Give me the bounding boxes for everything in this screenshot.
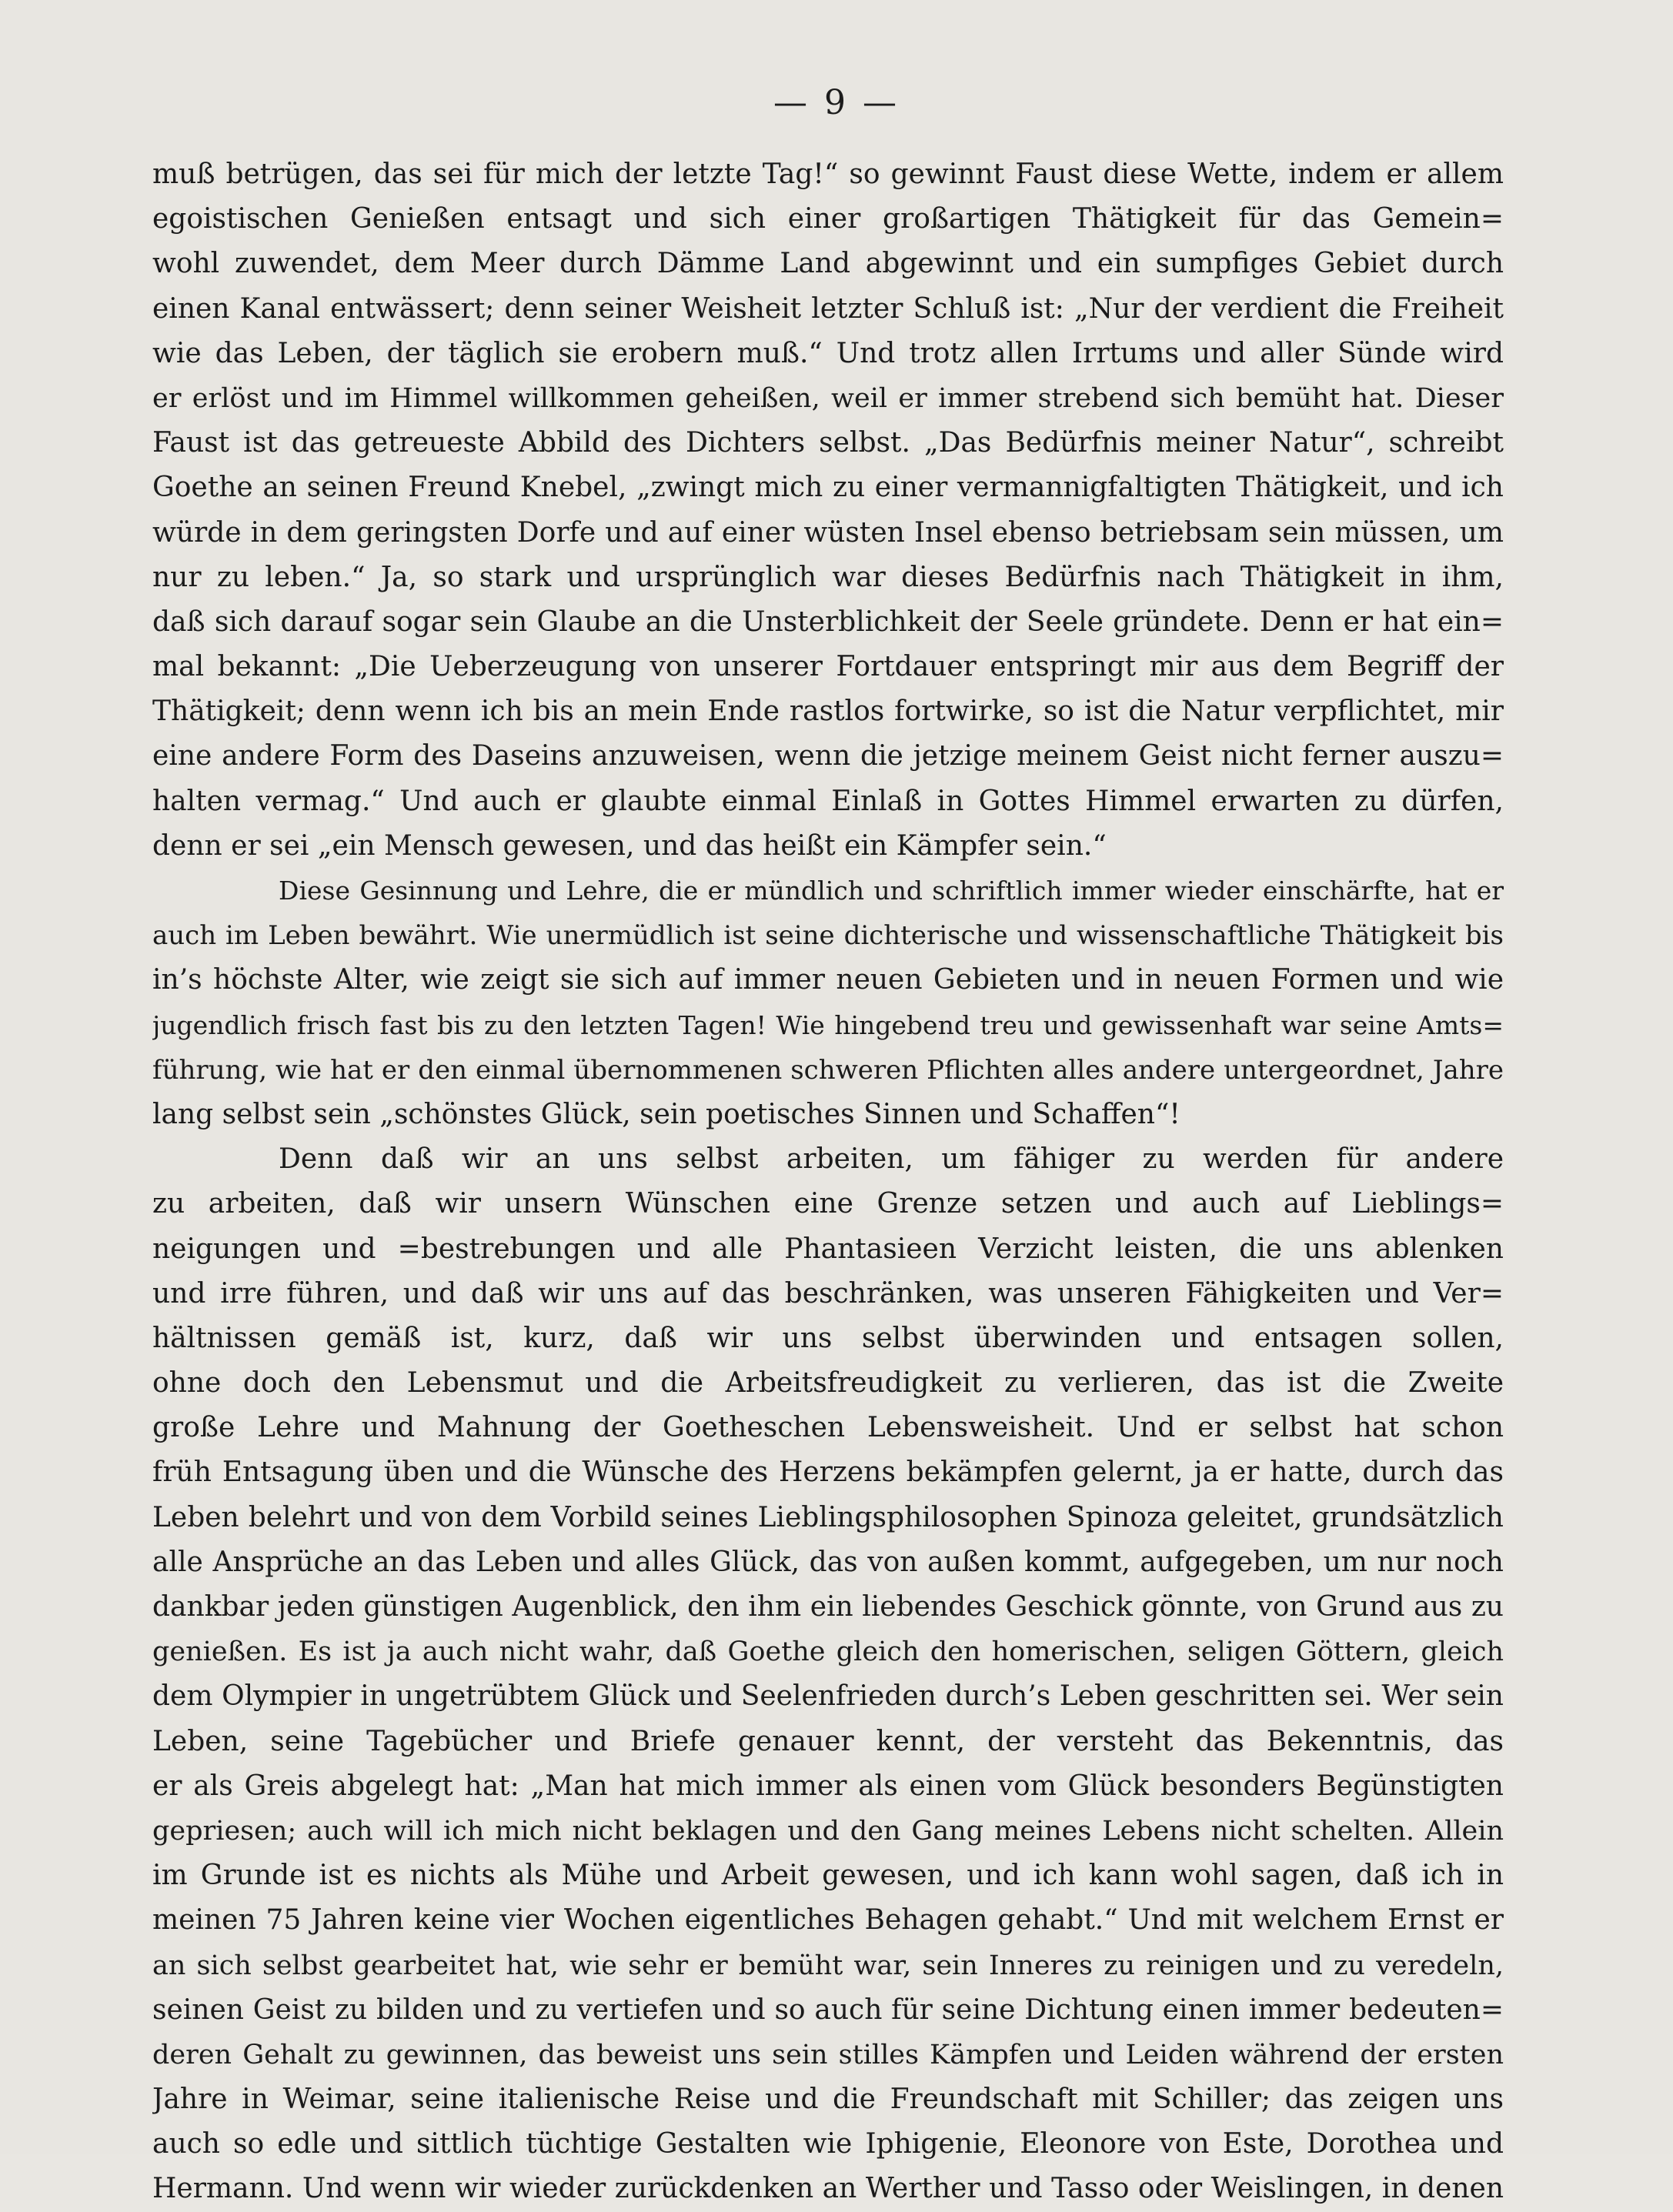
- text-line: einen Kanal entwässert; denn seiner Weisheit letzter Schluß ist: „Nur der verdient die Freiheit: [152, 292, 1504, 325]
- text-line: egoistischen Genießen entsagt und sich einer großartigen Thätigkeit für das Gemein=: [152, 203, 1504, 235]
- text-line: früh Entsagung üben und die Wünsche des Herzens bekämpfen gelernt, ja er hatte, durch das: [152, 1456, 1504, 1489]
- text-line: genießen. Es ist ja auch nicht wahr, daß Goethe gleich den homerischen, seligen Göttern, gleich: [152, 1636, 1504, 1668]
- text-line: im Grunde ist es nichts als Mühe und Arbeit gewesen, und ich kann wohl sagen, daß ich in: [152, 1860, 1504, 1892]
- text-line: muß betrügen, das sei für mich der letzte Tag!“ so gewinnt Faust diese Wette, indem er allem: [152, 158, 1504, 190]
- text-line: lang selbst sein „schönstes Glück, sein poetisches Sinnen und Schaffen“!: [152, 1098, 1180, 1130]
- text-line: daß sich darauf sogar sein Glaube an die Unsterblichkeit der Seele gründete. Denn er hat ein=: [152, 606, 1504, 638]
- text-line: Thätigkeit; denn wenn ich bis an mein Ende rastlos fortwirke, so ist die Natur verpflichtet, mir: [152, 696, 1504, 728]
- text-line: auch so edle und sittlich tüchtige Gestalten wie Iphigenie, Eleonore von Este, Dorothea und: [152, 2128, 1504, 2160]
- text-line: wohl zuwendet, dem Meer durch Dämme Land abgewinnt und ein sumpfiges Gebiet durch: [152, 248, 1504, 280]
- text-line: ohne doch den Lebensmut und die Arbeitsfreudigkeit zu verlieren, das ist die Zweite: [152, 1367, 1504, 1400]
- text-line: in’s höchste Alter, wie zeigt sie sich auf immer neuen Gebieten und in neuen Formen und wie: [152, 964, 1504, 996]
- text-line: Leben, seine Tagebücher und Briefe genauer kennt, der versteht das Bekenntnis, das: [152, 1725, 1504, 1757]
- text-line: er erlöst und im Himmel willkommen geheißen, weil er immer strebend sich bemüht hat. Dieser: [152, 382, 1504, 414]
- text-line: Jahre in Weimar, seine italienische Reise und die Freundschaft mit Schiller; das zeigen uns: [152, 2084, 1504, 2116]
- text-line: wie das Leben, der täglich sie erobern muß.“ Und trotz allen Irrtums und aller Sünde wird: [152, 337, 1504, 369]
- text-line: würde in dem geringsten Dorfe und auf einer wüsten Insel ebenso betriebsam sein müssen, um: [152, 516, 1504, 549]
- text-line: Faust ist das getreueste Abbild des Dichters selbst. „Das Bedürfnis meiner Natur“, schreibt: [152, 427, 1504, 459]
- text-line: denn er sei „ein Mensch gewesen, und das heißt ein Kämpfer sein.“: [152, 829, 1107, 862]
- text-line: hältnissen gemäß ist, kurz, daß wir uns selbst überwinden und entsagen sollen,: [152, 1322, 1504, 1354]
- text-line: Hermann. Und wenn wir wieder zurückdenken an Werther und Tasso oder Weislingen, in denen: [152, 2173, 1504, 2205]
- text-line: deren Gehalt zu gewinnen, das beweist uns sein stilles Kämpfen und Leiden während der ersten: [152, 2039, 1504, 2070]
- text-line: Leben belehrt und von dem Vorbild seines Lieblingsphilosophen Spinoza geleitet, grundsätzlich: [152, 1501, 1504, 1533]
- text-line: er als Greis abgelegt hat: „Man hat mich immer als einen vom Glück besonders Begünstigten: [152, 1770, 1504, 1802]
- body-text: [152, 152, 1504, 2212]
- text-line: und irre führen, und daß wir uns auf das beschränken, was unseren Fähigkeiten und Ver=: [152, 1277, 1504, 1310]
- text-line: zu arbeiten, daß wir unsern Wünschen eine Grenze setzen und auch auf Lieblings=: [152, 1188, 1504, 1220]
- text-line: dankbar jeden günstigen Augenblick, den ihm ein liebendes Geschick gönnte, von Grund aus zu: [152, 1591, 1504, 1623]
- text-line: dem Olympier in ungetrübtem Glück und Seelenfrieden durch’s Leben geschritten sei. Wer sein: [152, 1680, 1504, 1713]
- text-line: alle Ansprüche an das Leben und alles Glück, das von außen kommt, aufgegeben, um nur noch: [152, 1546, 1504, 1578]
- text-line: Denn daß wir an uns selbst arbeiten, um fähiger zu werden für andere: [279, 1143, 1504, 1176]
- text-line: seinen Geist zu bilden und zu vertiefen und so auch für seine Dichtung einen immer bedeuten=: [152, 1993, 1504, 2026]
- text-line: auch im Leben bewährt. Wie unermüdlich ist seine dichterische und wissenschaftliche Thätigkeit bis: [152, 920, 1504, 952]
- text-line: jugendlich frisch fast bis zu den letzten Tagen! Wie hingebend treu und gewissenhaft war seine Amts=: [152, 1009, 1504, 1040]
- text-line: meinen 75 Jahren keine vier Wochen eigentliches Behagen gehabt.“ Und mit welchem Ernst er: [152, 1904, 1504, 1937]
- page-number-header: — 9 —: [773, 83, 900, 122]
- text-line: Goethe an seinen Freund Knebel, „zwingt mich zu einer vermannigfaltigten Thätigkeit, und ich: [152, 472, 1504, 504]
- text-line: Diese Gesinnung und Lehre, die er mündlich und schriftlich immer wieder einschärfte, hat er: [279, 876, 1504, 906]
- text-line: an sich selbst gearbeitet hat, wie sehr er bemüht war, sein Inneres zu reinigen und zu veredeln,: [152, 1950, 1504, 1981]
- text-line: eine andere Form des Daseins anzuweisen, wenn die jetzige meinem Geist nicht ferner auszu=: [152, 740, 1504, 772]
- text-line: gepriesen; auch will ich mich nicht beklagen und den Gang meines Lebens nicht schelten. Allein: [152, 1815, 1504, 1847]
- text-line: große Lehre und Mahnung der Goetheschen Lebensweisheit. Und er selbst hat schon: [152, 1412, 1504, 1444]
- text-line: mal bekannt: „Die Ueberzeugung von unserer Fortdauer entspringt mir aus dem Begriff der: [152, 651, 1504, 683]
- text-line: führung, wie hat er den einmal übernommenen schweren Pflichten alles andere untergeordnet, Jahre: [152, 1054, 1504, 1086]
- text-line: halten vermag.“ Und auch er glaubte einmal Einlaß in Gottes Himmel erwarten zu dürfen,: [152, 785, 1504, 817]
- text-line: neigungen und =bestrebungen und alle Phantasieen Verzicht leisten, die uns ablenken: [152, 1233, 1504, 1265]
- text-line: nur zu leben.“ Ja, so stark und ursprünglich war dieses Bedürfnis nach Thätigkeit in ihm,: [152, 561, 1504, 593]
